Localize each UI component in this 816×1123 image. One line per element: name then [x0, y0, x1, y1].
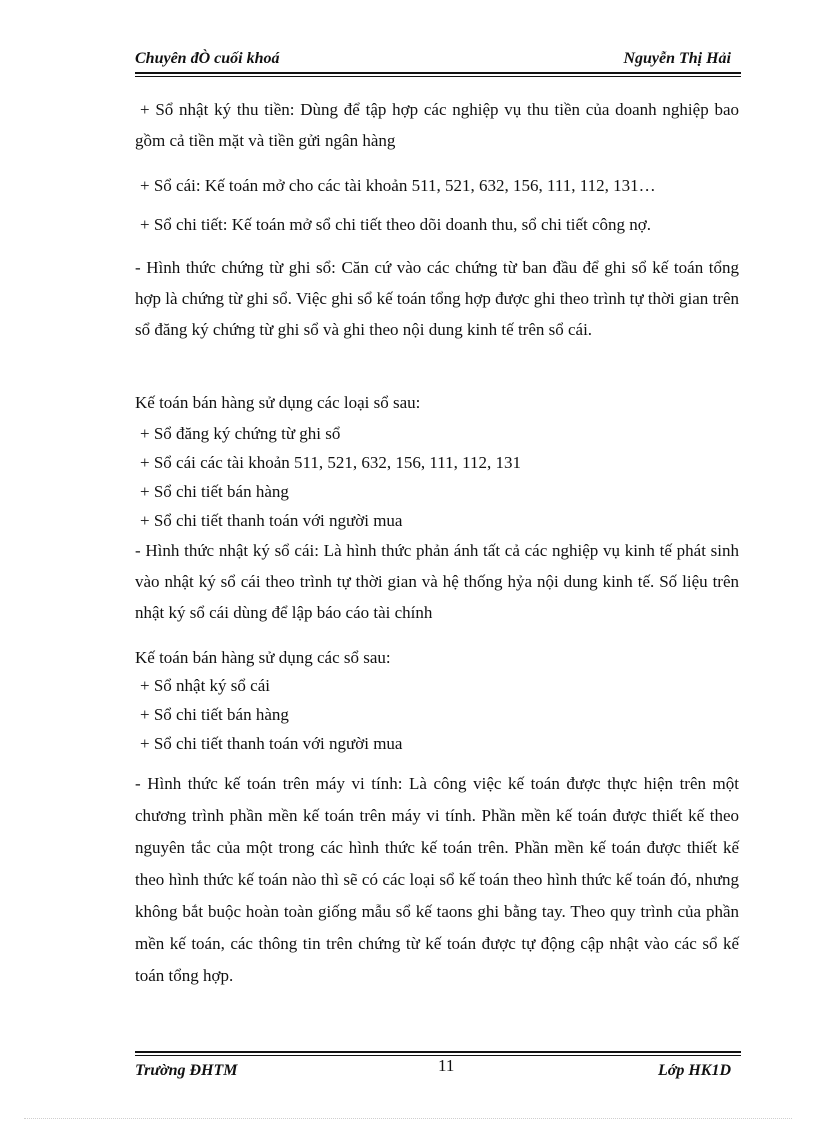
page-edge-divider	[24, 1118, 792, 1119]
paragraph-ke-toan-ban-hang-2: Kế toán bán hàng sử dụng các sổ sau:	[135, 648, 391, 667]
page-footer	[135, 1056, 741, 1080]
footer-school: Trường ĐHTM	[135, 1062, 238, 1079]
paragraph-chung-tu-ghi-so: - Hình thức chứng từ ghi sổ: Căn cứ vào các chứng từ ban đầu để ghi sổ kế toán tổng hợp là chứng từ ghi sổ. Việc ghi sổ kế toán tổng hợp được ghi theo trình tự thời gian trên sổ đăng ký chứng từ ghi sổ và ghi theo nội dung kinh tế trên sổ cái.	[135, 258, 739, 339]
paragraph-ke-toan-ban-hang-1: Kế toán bán hàng sử dụng các loại sổ sau:	[135, 393, 421, 412]
list-item: + Sổ cái các tài khoản 511, 521, 632, 156, 111, 112, 131	[140, 453, 522, 472]
paragraph-ke-toan-may-vi-tinh: - Hình thức kế toán trên máy vi tính: Là công việc kế toán được thực hiện trên một chương trình phần mền kế toán trên máy vi tính. Phần mền kế toán được thiết kế theo nguyên tắc của một trong các hình thức kế toán trên. Phần mền kế toán được thiết kế theo hình thức kế toán nào thì sẽ có các loại sổ kế toán theo hình thức kế toán đó, nhưng không bắt buộc hoàn toàn giống mẫu sổ kế taons ghi bằng tay. Theo quy trình của phần mền kế toán, các thông tin trên chứng từ kế toán được tự động cập nhật vào các sổ kế toán tổng hợp.	[135, 774, 739, 985]
footer-rule	[135, 1051, 741, 1053]
list-item: + Sổ đăng ký chứng từ ghi sổ	[140, 424, 341, 443]
paragraph-so-nhat-ky-thu-tien: + Sổ nhật ký thu tiền: Dùng để tập hợp các nghiệp vụ thu tiền của doanh nghiệp bao gồm cả tiền mặt và tiền gửi ngân hàng	[135, 100, 739, 150]
list-item: + Sổ chi tiết thanh toán với người mua	[140, 734, 403, 753]
page-number: 11	[438, 1056, 455, 1075]
list-item: + Sổ nhật ký sổ cái	[140, 676, 270, 695]
paragraph-so-cai: + Sổ cái: Kế toán mở cho các tài khoản 511, 521, 632, 156, 111, 112, 131…	[140, 176, 656, 195]
page-header	[135, 46, 741, 70]
header-rule	[135, 72, 741, 74]
footer-class: Lớp HK1D	[657, 1062, 731, 1079]
list-item: + Sổ chi tiết bán hàng	[140, 482, 289, 501]
paragraph-nhat-ky-so-cai: - Hình thức nhật ký sổ cái: Là hình thức phản ánh tất cả các nghiệp vụ kinh tế phát sinh vào nhật ký sổ cái theo trình tự thời gian và hệ thống hỷa nội dung kinh tế. Số liệu trên nhật ký sổ cái dùng để lập báo cáo tài chính	[135, 541, 739, 622]
header-title: Chuyên đÒ cuối khoá	[135, 50, 280, 67]
header-rule-thin	[135, 76, 741, 77]
list-item: + Sổ chi tiết thanh toán với người mua	[140, 511, 403, 530]
header-author: Nguyễn Thị Hải	[623, 50, 731, 67]
list-item: + Sổ chi tiết bán hàng	[140, 705, 289, 724]
paragraph-so-chi-tiet: + Sổ chi tiết: Kế toán mở sổ chi tiết theo dõi doanh thu, sổ chi tiết công nợ.	[140, 215, 652, 234]
